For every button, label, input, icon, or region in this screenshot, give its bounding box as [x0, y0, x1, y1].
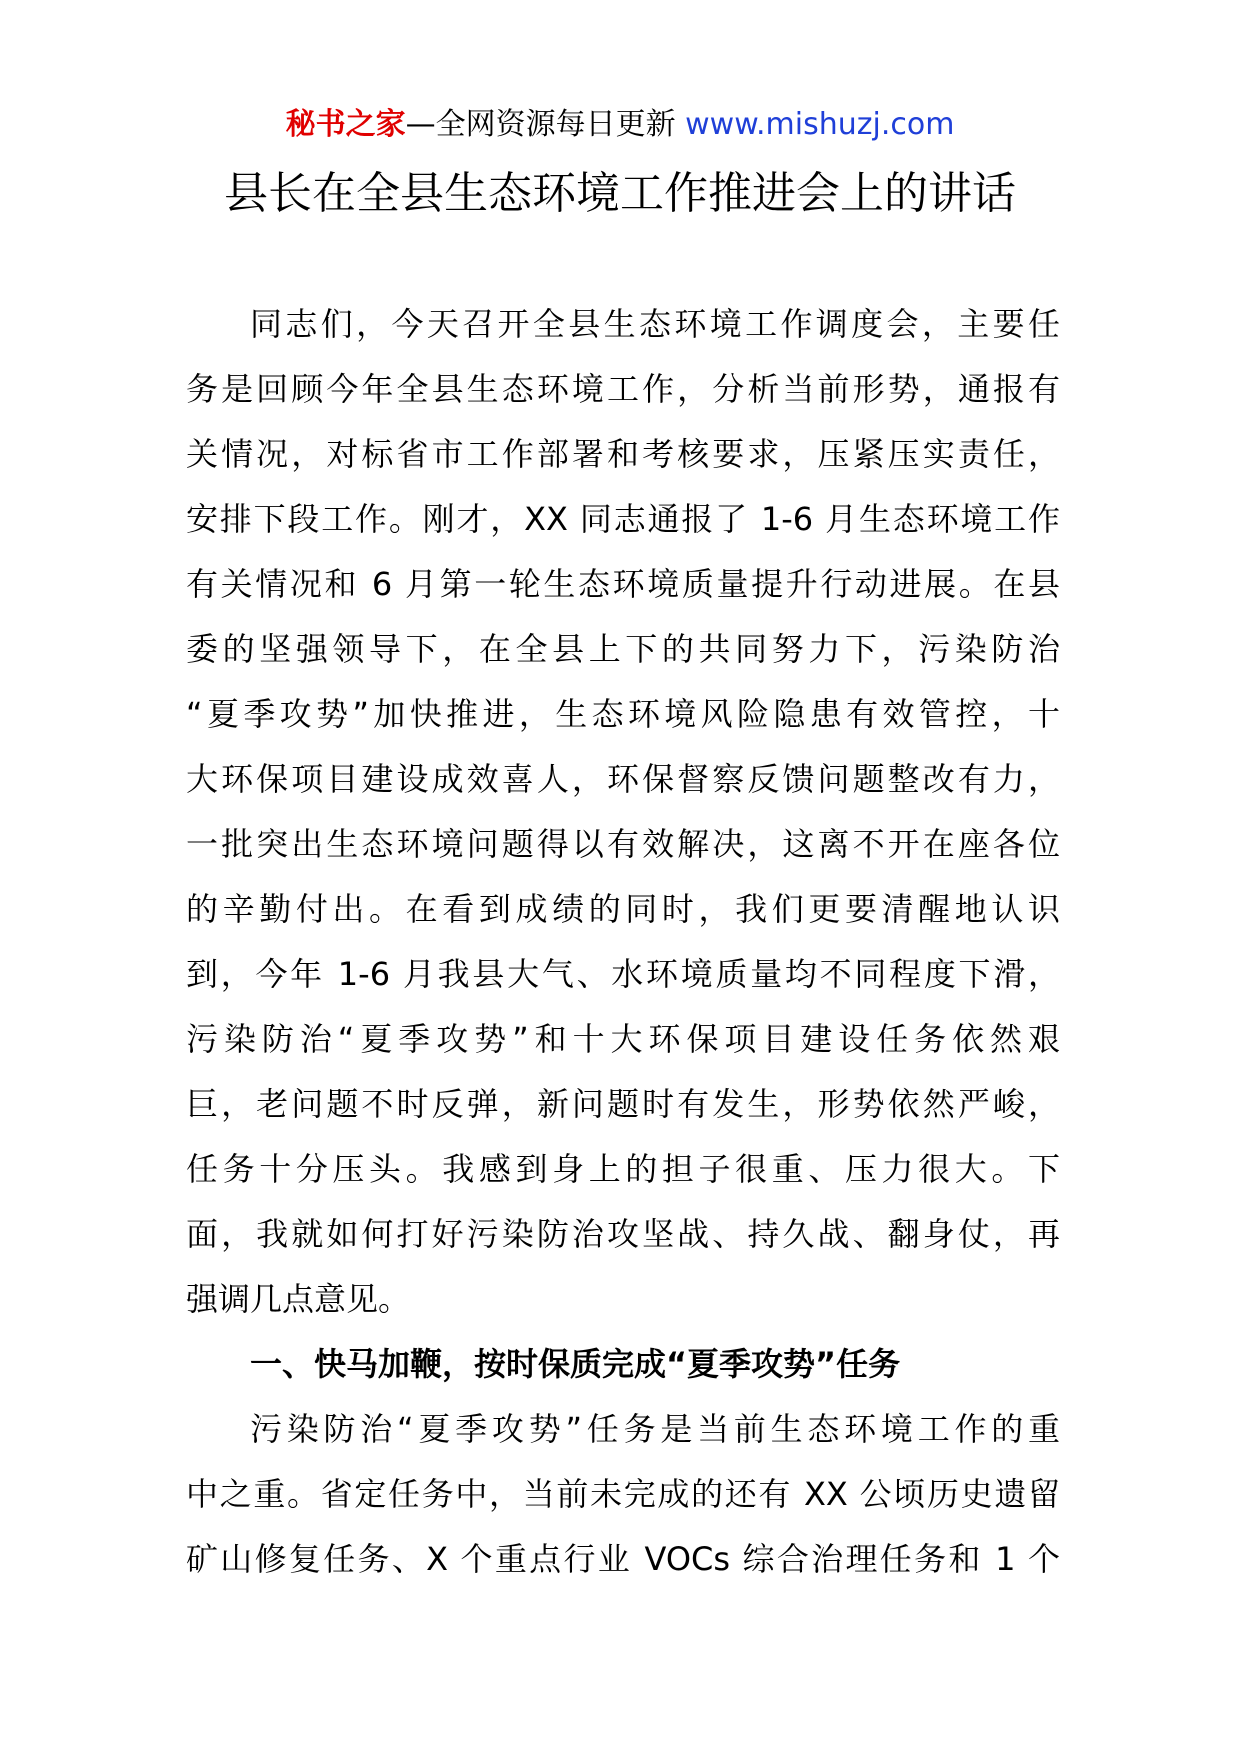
text-line: 委的坚强领导下，在全县上下的共同努力下，污染防治	[186, 630, 1060, 668]
text-line: 有关情况和 6 月第一轮生态环境质量提升行动进展。在县	[186, 565, 1060, 603]
text-line: 任务十分压头。我感到身上的担子很重、压力很大。下	[186, 1150, 1060, 1188]
site-url[interactable]: www.mishuzj.com	[685, 107, 955, 142]
document-title: 县长在全县生态环境工作推进会上的讲话	[224, 168, 1016, 219]
site-tagline: —全网资源每日更新	[405, 107, 676, 142]
site-name: 秘书之家	[285, 107, 406, 142]
watermark-header	[0, 100, 1240, 150]
text-line: 污染防治“夏季攻势”任务是当前生态环境工作的重	[250, 1410, 1060, 1448]
text-line: 巨，老问题不时反弹，新问题时有发生，形势依然严峻，	[186, 1085, 1060, 1123]
text-line: 务是回顾今年全县生态环境工作，分析当前形势，通报有	[186, 370, 1060, 408]
text-line: “夏季攻势”加快推进，生态环境风险隐患有效管控，十	[186, 695, 1060, 733]
text-line: 中之重。省定任务中，当前未完成的还有 XX 公顷历史遗留	[186, 1475, 1060, 1513]
text-line: 安排下段工作。刚才，XX 同志通报了 1-6 月生态环境工作	[186, 500, 1060, 538]
section-heading: 一、快马加鞭，按时保质完成“夏季攻势”任务	[250, 1345, 901, 1383]
document-body	[186, 292, 1060, 1592]
text-line: 污染防治“夏季攻势”和十大环保项目建设任务依然艰	[186, 1020, 1060, 1058]
text-line: 面，我就如何打好污染防治攻坚战、持久战、翻身仗，再	[186, 1215, 1060, 1253]
text-line: 到，今年 1-6 月我县大气、水环境质量均不同程度下滑，	[186, 955, 1060, 993]
text-line: 的辛勤付出。在看到成绩的同时，我们更要清醒地认识	[186, 890, 1060, 928]
text-line: 大环保项目建设成效喜人，环保督察反馈问题整改有力，	[186, 760, 1060, 798]
text-line: 关情况，对标省市工作部署和考核要求，压紧压实责任，	[186, 435, 1060, 473]
text-line: 一批突出生态环境问题得以有效解决，这离不开在座各位	[186, 825, 1060, 863]
text-line: 矿山修复任务、X 个重点行业 VOCs 综合治理任务和 1 个	[186, 1540, 1060, 1578]
text-line: 强调几点意见。	[186, 1280, 411, 1318]
text-line: 同志们，今天召开全县生态环境工作调度会，主要任	[250, 305, 1060, 343]
